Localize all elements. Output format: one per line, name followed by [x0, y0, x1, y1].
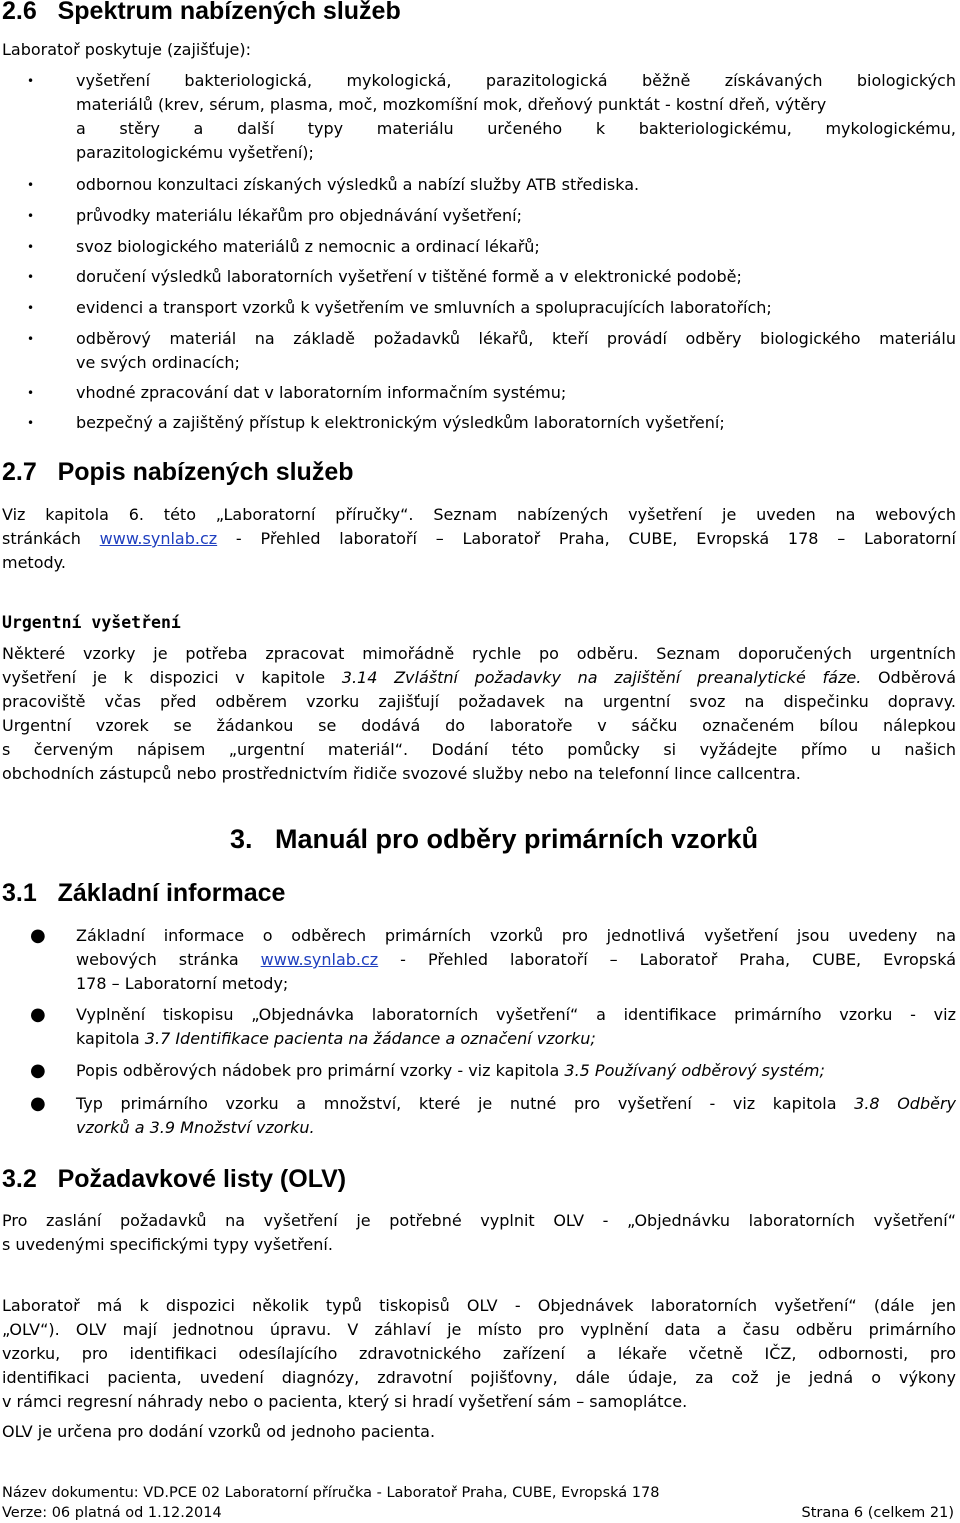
paragraph: obchodních zástupců nebo prostřednictvím řidiče svozové služby nebo na telefonní lince callcentra.: [2, 764, 801, 783]
section-heading-3-2: 3.2 Požadavkové listy (OLV): [2, 1165, 347, 1193]
section-heading-2-6: 2.6 Spektrum nabízených služeb: [2, 0, 401, 25]
paragraph: identifikaci pacienta, uvedení diagnózy, zdravotní pojišťovny, dále údaje, za což je jedná o výkony: [2, 1368, 956, 1387]
paragraph: vzorku, pro identifikaci odesílajícího zdravotnického zařízení a lékaře včetně IČZ, odbornosti, pro: [2, 1344, 956, 1363]
paragraph: vyšetření je k dispozici v kapitole 3.14 Zvláštní požadavky na zajištění preanalytické fáze. Odběrová: [2, 668, 957, 687]
footer-version: Verze: 06 platná od 1.12.2014: [2, 1505, 222, 1521]
paragraph: OLV je určena pro dodání vzorků od jednoho pacienta.: [2, 1422, 436, 1441]
section-heading-2-7: 2.7 Popis nabízených služeb: [2, 458, 354, 486]
list-item: • odběrový materiál na základě požadavků lékařů, kteří provádí odběry biologického materiálu ve svých ordinacích;: [27, 329, 956, 372]
list-item: • vyšetření bakteriologická, mykologická, parazitologická běžně získávaných biologických materiálů (krev, sérum, plasma, moč, mozkomíšní mok, dřeňový punktát - kostní dřeň, výtěry a stěry a další typy materiálu určeného k bakteriologickému, mykologickému, parazitologickému vyšetření);: [27, 71, 956, 162]
paragraph: v rámci regresní náhrady nebo o pacienta, který si hradí vyšetření sám – samoplátce.: [2, 1392, 688, 1411]
list-item: ● Vyplnění tiskopisu „Objednávka laboratorních vyšetření“ a identifikace primárního vzorku - viz kapitola 3.7 Identifikace pacienta na žádance a označení vzorku;: [30, 1004, 956, 1048]
list-item: ● Typ primárního vzorku a množství, které je nutné pro vyšetření - viz kapitola 3.8 Odběry vzorků a 3.9 Množství vzorku.: [30, 1093, 957, 1137]
list-item: ● Základní informace o odběrech primárních vzorků pro jednotlivá vyšetření jsou uvedeny na webových stránka www.synlab.cz - Přehled laboratoří – Laboratoř Praha, CUBE, Evropská 178 – Laboratorní metody;: [30, 925, 957, 993]
section-heading-3-1: 3.1 Základní informace: [2, 879, 286, 907]
paragraph: Urgentní vzorek se žádankou se dodává do laboratoře v sáčku označeném bílou nálepkou: [2, 716, 956, 735]
synlab-link[interactable]: www.synlab.cz: [260, 950, 379, 969]
footer-doc-name: Název dokumentu: VD.PCE 02 Laboratorní příručka - Laboratoř Praha, CUBE, Evropská 178: [2, 1485, 660, 1501]
paragraph: Pro zaslání požadavků na vyšetření je potřebné vyplnit OLV - „Objednávku laboratorních vyšetření“: [2, 1211, 956, 1230]
paragraph: pracoviště včas před odběrem vzorku zajišťují požadavek na urgentní svoz na dispečinku dopravy.: [2, 692, 956, 711]
paragraph: s červeným nápisem „urgentní materiál“. Dodání této pomůcky si vyžádejte přímo u našich: [2, 740, 956, 759]
section-intro: Laboratoř poskytuje (zajišťuje):: [2, 40, 252, 59]
paragraph: metody.: [2, 553, 66, 572]
paragraph: Viz kapitola 6. této „Laboratorní příručky“. Seznam nabízených vyšetření je uveden na webových: [2, 505, 956, 524]
urgent-heading: Urgentní vyšetření: [2, 613, 181, 632]
paragraph: s uvedenými specifickými typy vyšetření.: [2, 1235, 333, 1254]
chapter-heading-3: 3. Manuál pro odběry primárních vzorků: [230, 824, 759, 854]
synlab-link[interactable]: www.synlab.cz: [99, 529, 218, 548]
paragraph: „OLV“). OLV mají jednotnou úpravu. V záhlaví je místo pro vyplnění data a času odběru primárního: [2, 1320, 956, 1339]
footer-page-number: Strana 6 (celkem 21): [801, 1505, 954, 1521]
paragraph: Laboratoř má k dispozici několik typů tiskopisů OLV - Objednávek laboratorních vyšetření“ (dále jen: [2, 1296, 956, 1315]
paragraph: Některé vzorky je potřeba zpracovat mimořádně rychle po odběru. Seznam doporučených urgentních: [2, 644, 956, 663]
paragraph: stránkách www.synlab.cz - Přehled laboratoří – Laboratoř Praha, CUBE, Evropská 178 – Laboratorní: [2, 529, 956, 548]
